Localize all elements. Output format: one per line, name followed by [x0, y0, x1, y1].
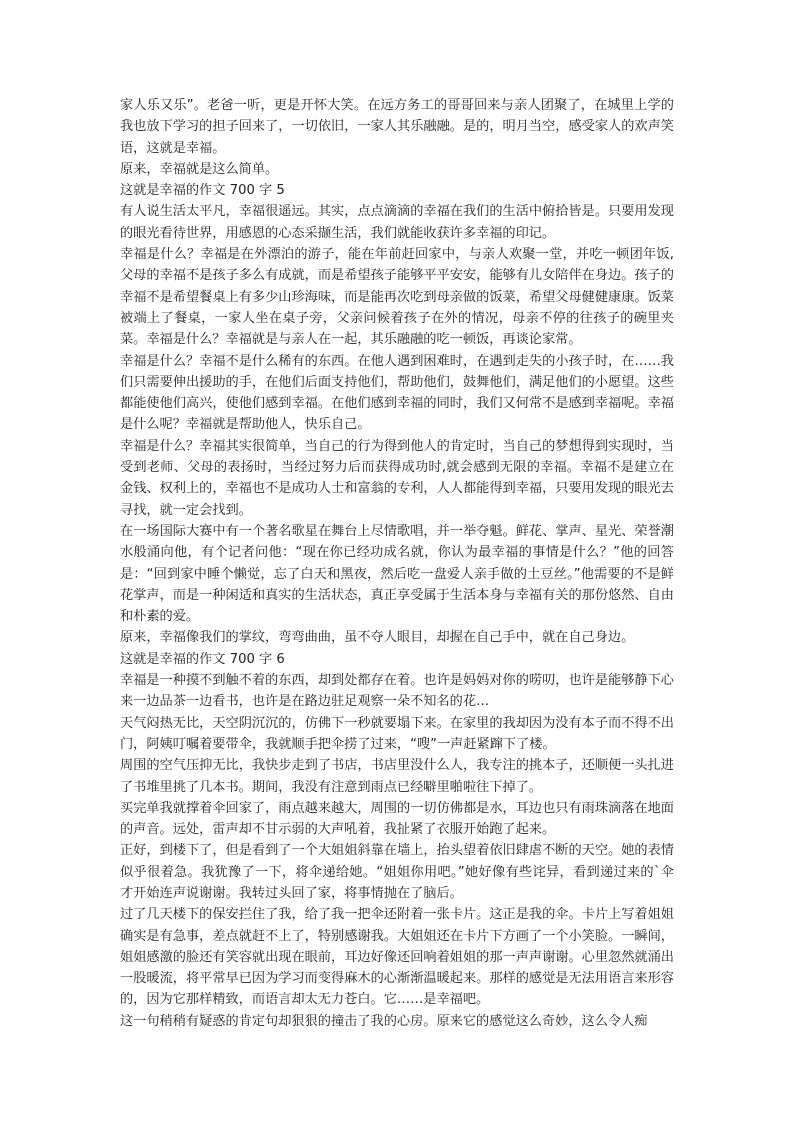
- paragraph: 幸福是什么？幸福是在外漂泊的游子，能在年前赶回家中，与亲人欢聚一堂，并吃一顿团年饭,父母的幸福不是孩子多么有成就，而是希望孩子能够平平安安，能够有儿女陪伴在身边。孩子的幸福不是希望餐桌上有多少山珍海味，而是能再次吃到母亲做的饭菜，希望父母健健康康。饭菜被端上了餐桌，一家人坐在桌子旁，父亲问候着孩子在外的情况，母亲不停的往孩子的碗里夹菜。幸福是什么？幸福就是与亲人在一起，其乐融融的吃一顿饭，再谈论家常。: [120, 247, 674, 348]
- paragraph: 在一场国际大赛中有一个著名歌星在舞台上尽情歌唱，并一举夺魁。鲜花、掌声、星光、荣誉潮水般涌向他，有个记者问他：“现在你已经功成名就，你认为最幸福的事情是什么？”他的回答是：“回到家中睡个懒觉，忘了白天和黑夜，然后吃一盘爱人亲手做的土豆丝。”他需要的不是鲜花掌声，而是一种闲适和真实的生活状态，真正享受属于生活本身与幸福有关的那份悠然、自由和朴素的爱。: [120, 523, 674, 625]
- paragraph: 这一句稍稍有疑惑的肯定句却狠狠的撞击了我的心房。原来它的感觉这么奇妙，这么令人痴: [120, 1013, 648, 1029]
- paragraph: 幸福是什么？幸福其实很简单，当自己的行为得到他人的肯定时，当自己的梦想得到实现时，当受到老师、父母的表扬时，当经过努力后而获得成功时,就会感到无限的幸福。幸福不是建立在金钱、权利上的，幸福也不是成功人士和富翁的专利，人人都能得到幸福，只要用发现的眼光去寻找，就一定会找到。: [120, 438, 674, 518]
- paragraph: 买完单我就撑着伞回家了，雨点越来越大，周围的一切仿佛都是水，耳边也只有雨珠滴落在地面的声音。远处，雷声却不甘示弱的大声吼着，我扯紧了衣服开始跑了起来。: [120, 800, 674, 838]
- paragraph: 家人乐又乐”。老爸一听，更是开怀大笑。在远方务工的哥哥回来与亲人团聚了，在城里上学的我也放下学习的担子回来了，一切依旧，一家人其乐融融。是的，明月当空，感受家人的欢声笑语，这就是幸福。: [120, 98, 674, 156]
- paragraph: 原来，幸福像我们的掌纹，弯弯曲曲，虽不夺人眼目，却握在自己手中，就在自己身边。: [120, 630, 635, 646]
- paragraph: 幸福是什么？幸福不是什么稀有的东西。在他人遇到困难时，在遇到走失的小孩子时，在……我们只需要伸出援助的手，在他们后面支持他们，帮助他们，鼓舞他们，满足他们的小愿望。这些都能使他们高兴，使他们感到幸福。在他们感到幸福的同时，我们又何常不是感到幸福呢。幸福是什么呢？幸福就是帮助他人，快乐自己。: [120, 353, 674, 433]
- paragraph: 周围的空气压抑无比，我快步走到了书店，书店里没什么人，我专注的挑本子，还顺便一头扎进了书堆里挑了几本书。期间，我没有注意到雨点已经噼里啪啦往下掉了。: [120, 758, 674, 795]
- section-heading: 这就是幸福的作文 700 字 5: [120, 183, 285, 199]
- paragraph: 过了几天楼下的保安拦住了我，给了我一把伞还附着一张卡片。这正是我的伞。卡片上写着姐姐确实是有急事，差点就赶不上了，特别感谢我。大姐姐还在卡片下方画了一个小笑脸。一瞬间，姐姐感激的脸还有笑容就出现在眼前，耳边好像还回响着姐姐的那一声声谢谢。心里忽然就涌出一股暖流，将平常早已因为学习而变得麻木的心渐渐温暖起来。那样的感觉是无法用语言来形容的，因为它那样精致，而语言却太无力苍白。它……是幸福吧。: [120, 907, 674, 1008]
- paragraph: 有人说生活太平凡，幸福很遥远。其实，点点滴滴的幸福在我们的生活中俯拾皆是。只要用发现的眼光看待世界，用感恩的心态采撷生活，我们就能收获许多幸福的印记。: [120, 204, 674, 241]
- document-body: [120, 95, 674, 1032]
- paragraph: 原来，幸福就是这么简单。: [120, 161, 279, 177]
- paragraph: 天气闷热无比，天空阴沉沉的，仿佛下一秒就要塌下来。在家里的我却因为没有本子而不得不出门，阿姨叮嘱着要带伞，我就顺手把伞捞了过来，“嗖”一声赶紧蹿下了楼。: [120, 715, 674, 752]
- paragraph: 幸福是一种摸不到触不着的东西，却到处都存在着。也许是妈妈对你的唠叨，也许是能够静下心来一边品茶一边看书，也许是在路边驻足观察一朵不知名的花…: [120, 673, 674, 710]
- section-heading: 这就是幸福的作文 700 字 6: [120, 651, 285, 667]
- paragraph: 正好，到楼下了，但是看到了一个大姐姐斜靠在墙上，抬头望着依旧肆虐不断的天空。她的表情似乎很着急。我犹豫了一下，将伞递给她。“姐姐你用吧。”她好像有些诧异，看到递过来的`伞才开始连声说谢谢。我转过头回了家，将事情抛在了脑后。: [120, 843, 674, 901]
